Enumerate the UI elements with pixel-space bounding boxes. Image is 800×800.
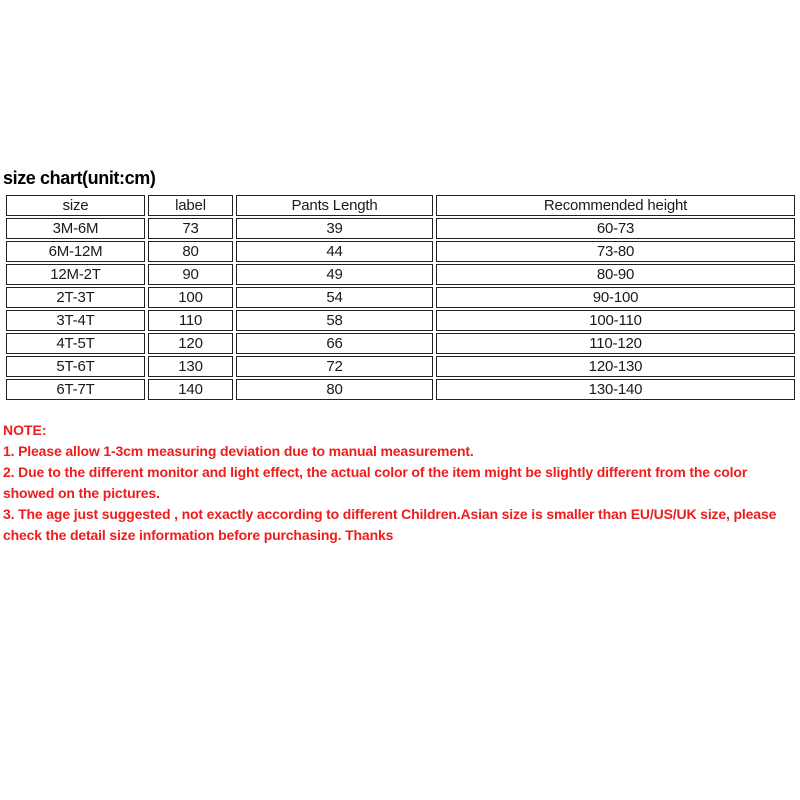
size-table [3, 193, 798, 402]
cell-label: 140 [148, 379, 233, 400]
cell-pants-length: 80 [236, 379, 433, 400]
column-header-size: size [6, 195, 145, 216]
table-row [6, 218, 795, 239]
table-row [6, 264, 795, 285]
page-title: size chart(unit:cm) [3, 168, 156, 188]
cell-recommended-height: 90-100 [436, 287, 795, 308]
table-row [6, 333, 795, 354]
notes-section [3, 420, 793, 546]
cell-label: 90 [148, 264, 233, 285]
table-row [6, 287, 795, 308]
cell-pants-length: 49 [236, 264, 433, 285]
cell-label: 100 [148, 287, 233, 308]
column-header-label: label [148, 195, 233, 216]
cell-size: 6M-12M [6, 241, 145, 262]
cell-recommended-height: 80-90 [436, 264, 795, 285]
cell-label: 120 [148, 333, 233, 354]
cell-label: 130 [148, 356, 233, 377]
cell-pants-length: 66 [236, 333, 433, 354]
cell-label: 73 [148, 218, 233, 239]
cell-pants-length: 72 [236, 356, 433, 377]
cell-pants-length: 54 [236, 287, 433, 308]
note-item-1: 1. Please allow 1-3cm measuring deviation due to manual measurement. [3, 443, 474, 459]
cell-pants-length: 39 [236, 218, 433, 239]
table-header-row [6, 195, 795, 216]
note-item-3: 3. The age just suggested , not exactly according to different Children.Asian size is smaller than EU/US/UK size, please check the detail size information before purchasing. Thanks [3, 506, 777, 543]
cell-size: 3T-4T [6, 310, 145, 331]
table-row [6, 241, 795, 262]
cell-recommended-height: 120-130 [436, 356, 795, 377]
table-row [6, 379, 795, 400]
cell-pants-length: 44 [236, 241, 433, 262]
cell-size: 5T-6T [6, 356, 145, 377]
cell-recommended-height: 60-73 [436, 218, 795, 239]
table-row [6, 310, 795, 331]
cell-size: 2T-3T [6, 287, 145, 308]
column-header-recommended-height: Recommended height [436, 195, 795, 216]
cell-size: 4T-5T [6, 333, 145, 354]
cell-label: 80 [148, 241, 233, 262]
cell-recommended-height: 110-120 [436, 333, 795, 354]
cell-size: 12M-2T [6, 264, 145, 285]
cell-recommended-height: 100-110 [436, 310, 795, 331]
cell-pants-length: 58 [236, 310, 433, 331]
cell-recommended-height: 130-140 [436, 379, 795, 400]
cell-recommended-height: 73-80 [436, 241, 795, 262]
column-header-pants-length: Pants Length [236, 195, 433, 216]
notes-heading: NOTE: [3, 422, 47, 438]
cell-label: 110 [148, 310, 233, 331]
cell-size: 3M-6M [6, 218, 145, 239]
table-row [6, 356, 795, 377]
cell-size: 6T-7T [6, 379, 145, 400]
note-item-2: 2. Due to the different monitor and light effect, the actual color of the item might be slightly different from the color showed on the pictures. [3, 464, 748, 501]
